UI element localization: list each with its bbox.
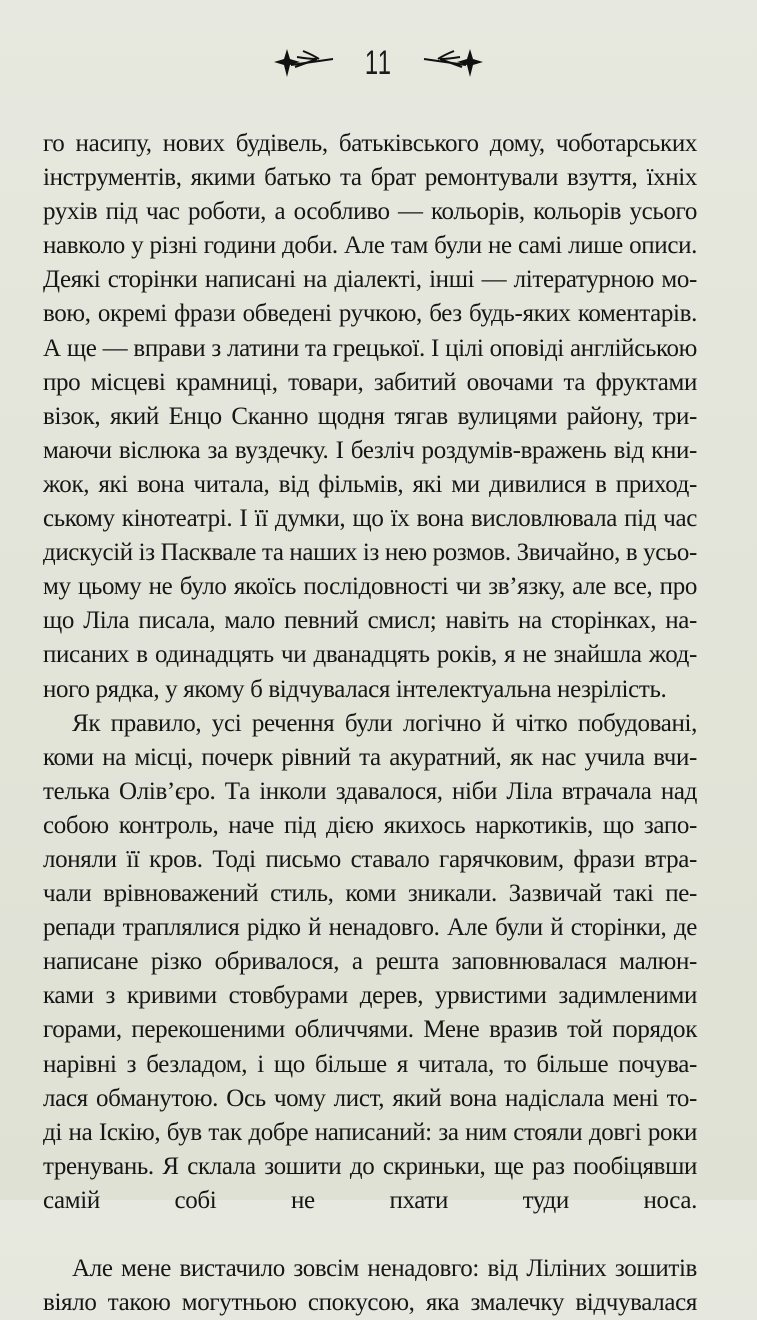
text-line: про місцеві крамниці, товари, забитий овочами та фруктами	[43, 368, 697, 396]
left-floral-ornament-icon	[273, 43, 337, 83]
page-number: 11	[364, 44, 393, 82]
text-line: дискусій із Пасквале та наших із нею розмов. Звичайно, в усьо-	[43, 539, 697, 567]
text-line: телька Олів’єро. Та інколи здавалося, ніби Ліла втрачала над	[43, 777, 697, 805]
text-line: візок, який Енцо Сканно щодня тягав вулицями району, три-	[43, 402, 697, 430]
text-line: лоняли її кров. Тоді письмо ставало гарячковим, фрази втра-	[43, 845, 697, 873]
text-line: нарівні з безладом, і що більше я читала, то більше почува-	[43, 1050, 697, 1078]
text-line: що Ліла писала, мало певний смисл; навіть на сторінках, на-	[43, 607, 697, 635]
text-line: Деякі сторінки написані на діалекті, інші — літературною мо-	[43, 266, 697, 294]
text-line: написане різко обривалося, а решта заповнювалася малюн-	[43, 948, 697, 976]
text-line: лася обманутою. Ось чому лист, який вона надіслала мені то-	[43, 1084, 697, 1112]
text-line: чали врівноважений стиль, коми зникали. Зазвичай такі пе-	[43, 880, 697, 908]
text-line: собою контроль, наче під дією якихось наркотиків, що запо-	[43, 811, 697, 839]
page-header	[0, 38, 757, 88]
body-text	[43, 127, 697, 1320]
paragraph-1	[43, 127, 697, 707]
text-line: вою, окремі фрази обведені ручкою, без будь-яких коментарів.	[43, 300, 697, 328]
text-line: му цьому не було якоїсь послідовності чи зв’язку, але все, про	[43, 573, 697, 601]
text-line: тренувань. Я склала зошити до скриньки, ще раз пообіцявши	[43, 1152, 697, 1180]
text-line: го насипу, нових будівель, батьківського дому, чоботарських	[43, 130, 697, 157]
text-line: самій собі не пхати туди носа.	[43, 1186, 697, 1214]
text-line	[43, 1218, 697, 1252]
text-line: писаних в одинадцять чи дванадцять років, я не знайшла жод-	[43, 641, 697, 669]
text-line: навколо у різні години доби. Але там були не самі лише описи.	[43, 232, 697, 260]
text-line: віяло такою могутньою спокусою, яка змалечку відчувалася	[43, 1289, 697, 1317]
text-line: Але мене вистачило зовсім ненадовго: від Ліліних зошитів	[72, 1255, 697, 1283]
paragraph-3	[43, 1252, 697, 1320]
text-line: ками з кривими стовбурами дерев, урвистими задимленими	[43, 982, 697, 1010]
right-floral-ornament-icon	[420, 43, 484, 83]
text-line: А ще — вправи з латини та грецької. І цілі оповіді англійською	[43, 334, 697, 362]
paragraph-2	[43, 707, 697, 1253]
text-line: ді на Іскію, був так добре написаний: за ним стояли довгі роки	[43, 1118, 697, 1146]
text-line: Як правило, усі речення були логічно й чітко побудовані,	[72, 709, 697, 737]
text-line: маючи віслюка за вуздечку. І безліч роздумів-вражень від кни-	[43, 436, 697, 464]
text-line: горами, перекошеними обличчями. Мене вразив той порядок	[43, 1016, 697, 1044]
text-line: репади траплялися рідко й ненадовго. Але були й сторінки, де	[43, 914, 697, 942]
text-line: інструментів, якими батько та брат ремонтували взуття, їхніх	[43, 164, 697, 192]
text-line: ного рядка, у якому б відчувалася інтелектуальна незрілість.	[43, 675, 667, 703]
text-line: рухів під час роботи, а особливо — кольорів, кольорів усього	[43, 198, 697, 226]
text-line: коми на місці, почерк рівний та акуратний, як нас учила вчи-	[43, 743, 697, 771]
text-line: жок, які вона читала, від фільмів, які ми дивилися в приход-	[43, 470, 697, 498]
text-line: ському кінотеатрі. І її думки, що їх вона висловлювала під час	[43, 505, 697, 533]
